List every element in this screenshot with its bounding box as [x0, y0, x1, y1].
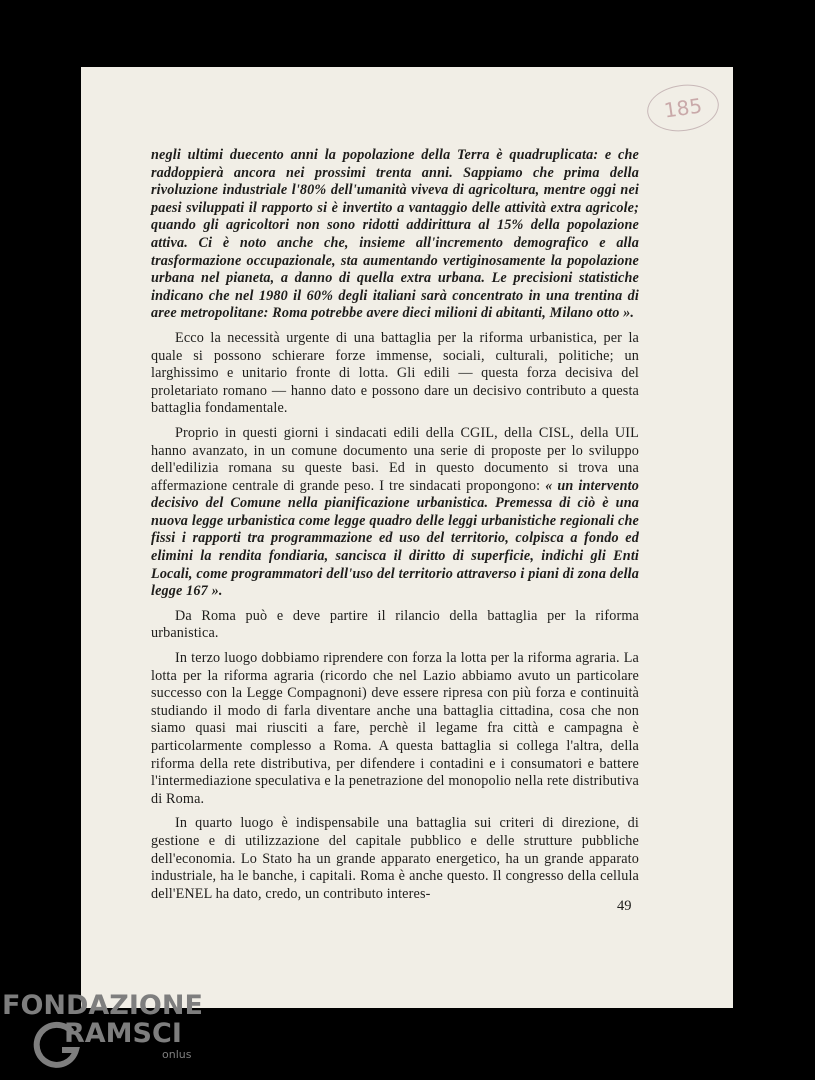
body-text: [151, 147, 639, 910]
paragraph-3-quote: « un intervento decisivo del Comune nella pianificazione urbanistica. Premessa di ciò è una nuova legge urbanistica come legge quadro delle leggi urbanistiche regionali che fissi i rapporti tra programmazione ed uso del territorio, colpisca a fondo ed elimini la rendita fondiaria, sancisca il diritto di superficie, indichi gli Enti Locali, come programmatori dell'uso del territorio attraverso i piani di zona della legge 167 ».: [151, 477, 639, 600]
paragraph-2: Ecco la necessità urgente di una battaglia per la riforma urbanistica, per la quale si possono schierare forze immense, sociali, culturali, politiche; un larghissimo e unitario fronte di lotta. Gli edili — questa forza decisiva del proletariato romano — hanno dato e possono dare un decisivo contributo a questa battaglia fondamentale.: [151, 329, 639, 417]
fondazione-gramsci-logo: [2, 990, 202, 1070]
paragraph-6: In quarto luogo è indispensabile una battaglia sui criteri di direzione, di gestione e di utilizzazione del capitale pubblico e delle strutture pubbliche dell'economia. Lo Stato ha un grande apparato energetico, ha un grande apparato industriale, ha le banche, i capitali. Roma è anche questo. Il congresso della cellula dell'ENEL ha dato, credo, un contributo interes-: [151, 815, 639, 902]
page-number: 49: [617, 898, 632, 914]
paragraph-3: [151, 425, 639, 601]
archive-stamp: 185: [644, 80, 722, 136]
document-page: [81, 67, 733, 1008]
paragraph-4: Da Roma può e deve partire il rilancio della battaglia per la riforma urbanistica.: [151, 607, 639, 642]
paragraph-1: negli ultimi duecento anni la popolazione della Terra è quadruplicata: e che raddoppierà ancora nei prossimi trenta anni. Sappiamo che prima della rivoluzione industriale l'80% dell'umanità viveva di agricoltura, mentre oggi nei paesi sviluppati il rapporto si è invertito a vantaggio delle attività extra agricole; quando gli agricoltori non sono ridotti addirittura al 15% della popolazione attiva. Ci è noto anche che, insieme all'incremento demografico e alla trasformazione occupazionale, sta aumentando vertiginosamente la popolazione urbana nel pianeta, a danno di quella extra urbana. Le precisioni statistiche indicano che nel 1980 il 60% degli italiani sarà concentrato in una trentina di aree metropolitane: Roma potrebbe avere dieci milioni di abitanti, Milano otto ».: [151, 147, 639, 322]
paragraph-3-text: Proprio in questi giorni i sindacati edili della CGIL, della CISL, della UIL hanno avanzato, in un comune documento una serie di proposte per lo sviluppo dell'edilizia romana su queste basi. Ed in questo documento si trova una affermazione centrale di grande peso. I tre sindacati propongono:: [151, 424, 639, 494]
logo-line2: RAMSCI: [64, 1018, 182, 1049]
logo-line1: FONDAZIONE: [2, 990, 203, 1021]
paragraph-5: In terzo luogo dobbiamo riprendere con forza la lotta per la riforma agraria. La lotta per la riforma agraria (ricordo che nel Lazio abbiamo avuto un particolare successo con la Legge Compagnoni) deve essere ripresa con più forza e continuità studiando il modo di farla diventare anche una battaglia cittadina, cosa che non siamo quasi mai riusciti a fare, perchè il legame fra città e campagna è particolarmente complesso a Roma. A questa battaglia si collega l'altra, della riforma della rete distributiva, per difendere i contadini e i consumatori e battere l'intermediazione speculativa e la penetrazione del monopolio nella rete distributiva di Roma.: [151, 650, 639, 807]
logo-line3: onlus: [162, 1048, 192, 1061]
